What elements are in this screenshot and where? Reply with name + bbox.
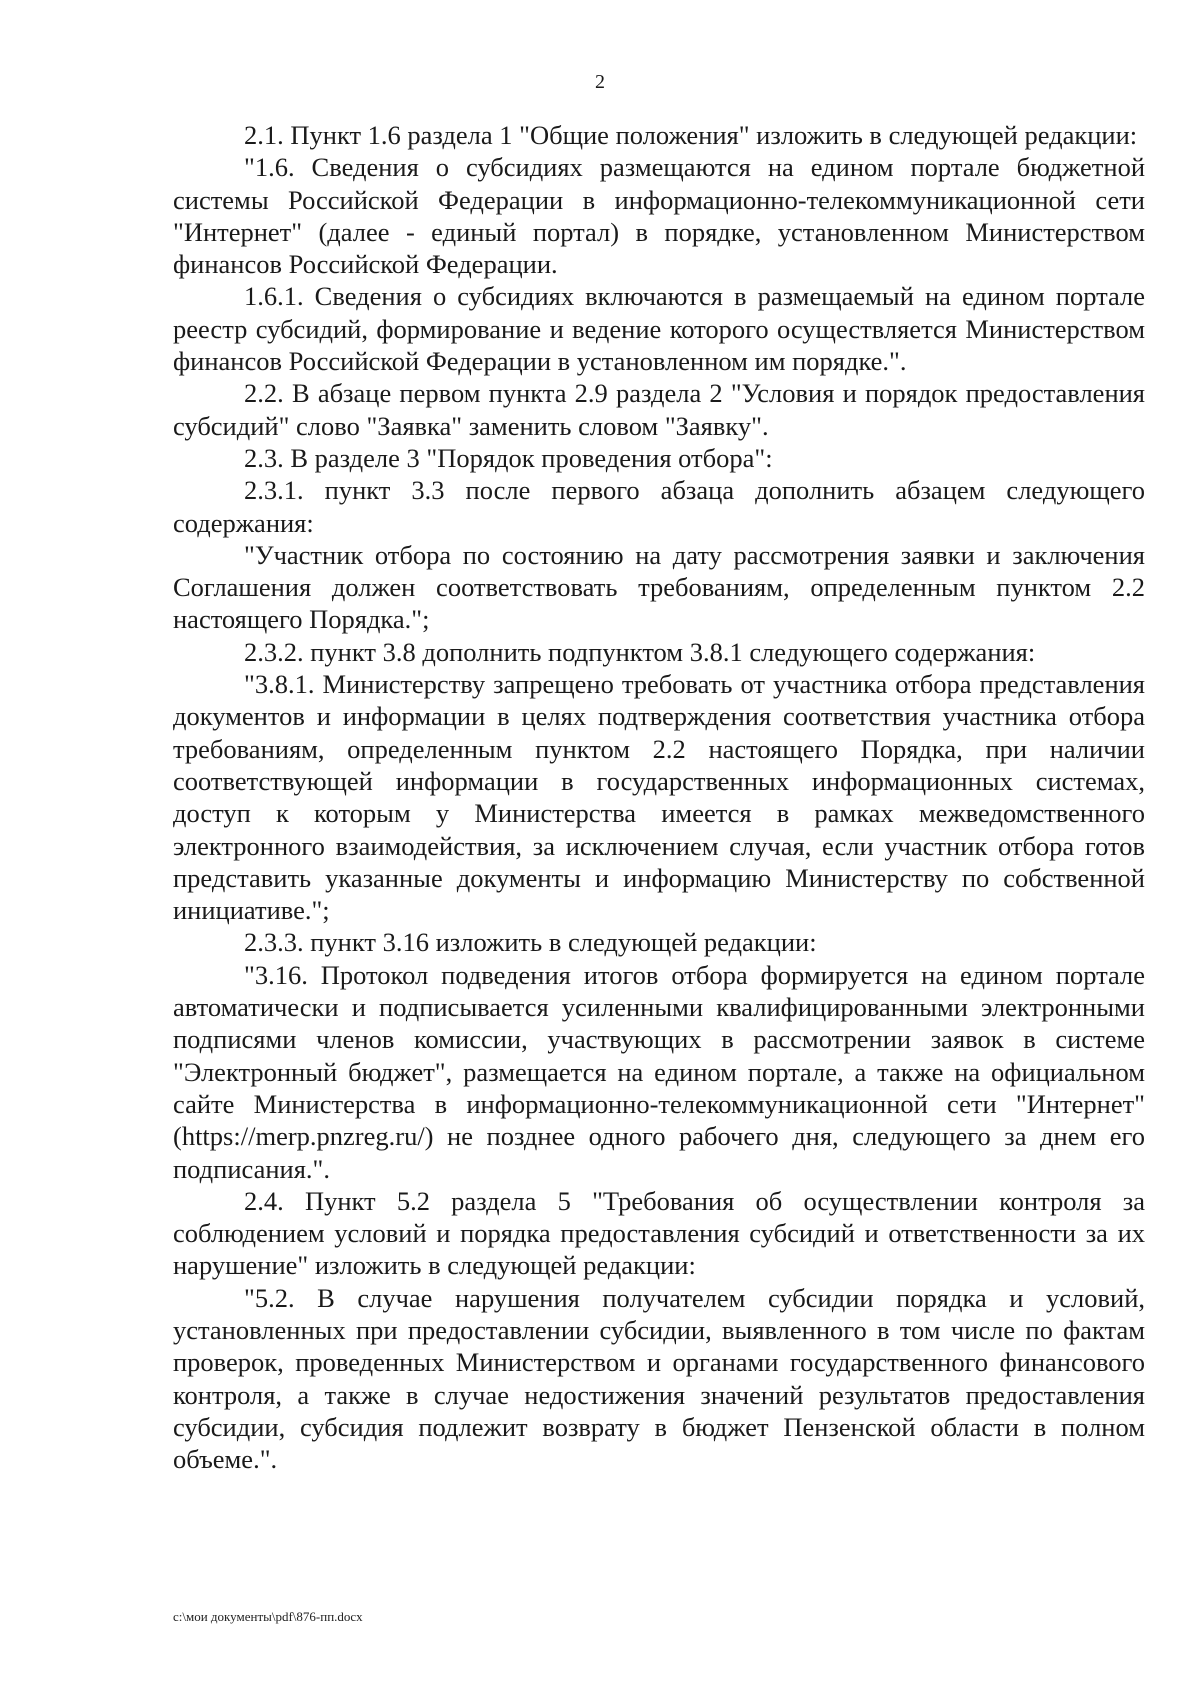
paragraph-2-4: 2.4. Пункт 5.2 раздела 5 "Требования об осуществлении контроля за соблюдением условий и порядка предоставления субсидий и ответственности за их нарушение" изложить в следующей редакции: xyxy=(173,1185,1145,1281)
paragraph-1-6-1: 1.6.1. Сведения о субсидиях включаются в размещаемый на едином портале реестр субсидий, формирование и ведение которого осуществляется Министерством финансов Российской Федерации в установленном им порядке.". xyxy=(173,281,1145,377)
paragraph-2-2: 2.2. В абзаце первом пункта 2.9 раздела 2 "Условия и порядок предоставления субсидий" слово "Заявка" заменить словом "Заявку". xyxy=(173,378,1145,441)
page-number: 2 xyxy=(595,71,605,93)
paragraph-2-1: 2.1. Пункт 1.6 раздела 1 "Общие положения" изложить в следующей редакции: xyxy=(244,120,1138,150)
footer-file-path: c:\мои документы\pdf\876-пп.docx xyxy=(173,1609,363,1624)
document-body xyxy=(173,119,1145,1475)
paragraph-participant: "Участник отбора по состоянию на дату рассмотрения заявки и заключения Соглашения должен соответствовать требованиям, определенным пунктом 2.2 настоящего Порядка."; xyxy=(173,539,1145,635)
paragraph-2-3-1: 2.3.1. пункт 3.3 после первого абзаца дополнить абзацем следующего содержания: xyxy=(173,475,1145,538)
paragraph-2-3-2: 2.3.2. пункт 3.8 дополнить подпунктом 3.8.1 следующего содержания: xyxy=(244,636,1036,667)
paragraph-1-6: "1.6. Сведения о субсидиях размещаются на едином портале бюджетной системы Российской Федерации в информационно-телекоммуникационной сети "Интернет" (далее - единый портал) в порядке, установленном Министерством финансов Российской Федерации. xyxy=(173,152,1145,280)
paragraph-3-16: "3.16. Протокол подведения итогов отбора формируется на едином портале автоматически и подписывается усиленными квалифицированными электронными подписями членов комиссии, участвующих в рассмотрении заявок в системе "Электронный бюджет", размещается на едином портале, а также на официальном сайте Министерства в информационно-телекоммуникационной сети "Интернет" (https://merp.pnzreg.ru/) не позднее одного рабочего дня, следующего за днем его подписания.". xyxy=(173,959,1145,1184)
paragraph-2-3-3: 2.3.3. пункт 3.16 изложить в следующей редакции: xyxy=(244,927,817,958)
paragraph-5-2: "5.2. В случае нарушения получателем субсидии порядка и условий, установленных при предоставлении субсидии, выявленного в том числе по фактам проверок, проведенных Министерством и органами государственного финансового контроля, а также в случае недостижения значений результатов предоставления субсидии, субсидия подлежит возврату в бюджет Пензенской области в полном объеме.". xyxy=(173,1282,1145,1475)
paragraph-3-8-1: "3.8.1. Министерству запрещено требовать от участника отбора представления документов и информации в целях подтверждения соответствия участника отбора требованиям, определенным пунктом 2.2 настоящего Порядка, при наличии соответствующей информации в государственных информационных системах, доступ к которым у Министерства имеется в рамках межведомственного электронного взаимодействия, за исключением случая, если участник отбора готов представить указанные документы и информацию Министерству по собственной инициативе."; xyxy=(173,669,1145,926)
paragraph-2-3: 2.3. В разделе 3 "Порядок проведения отбора": xyxy=(244,442,773,473)
